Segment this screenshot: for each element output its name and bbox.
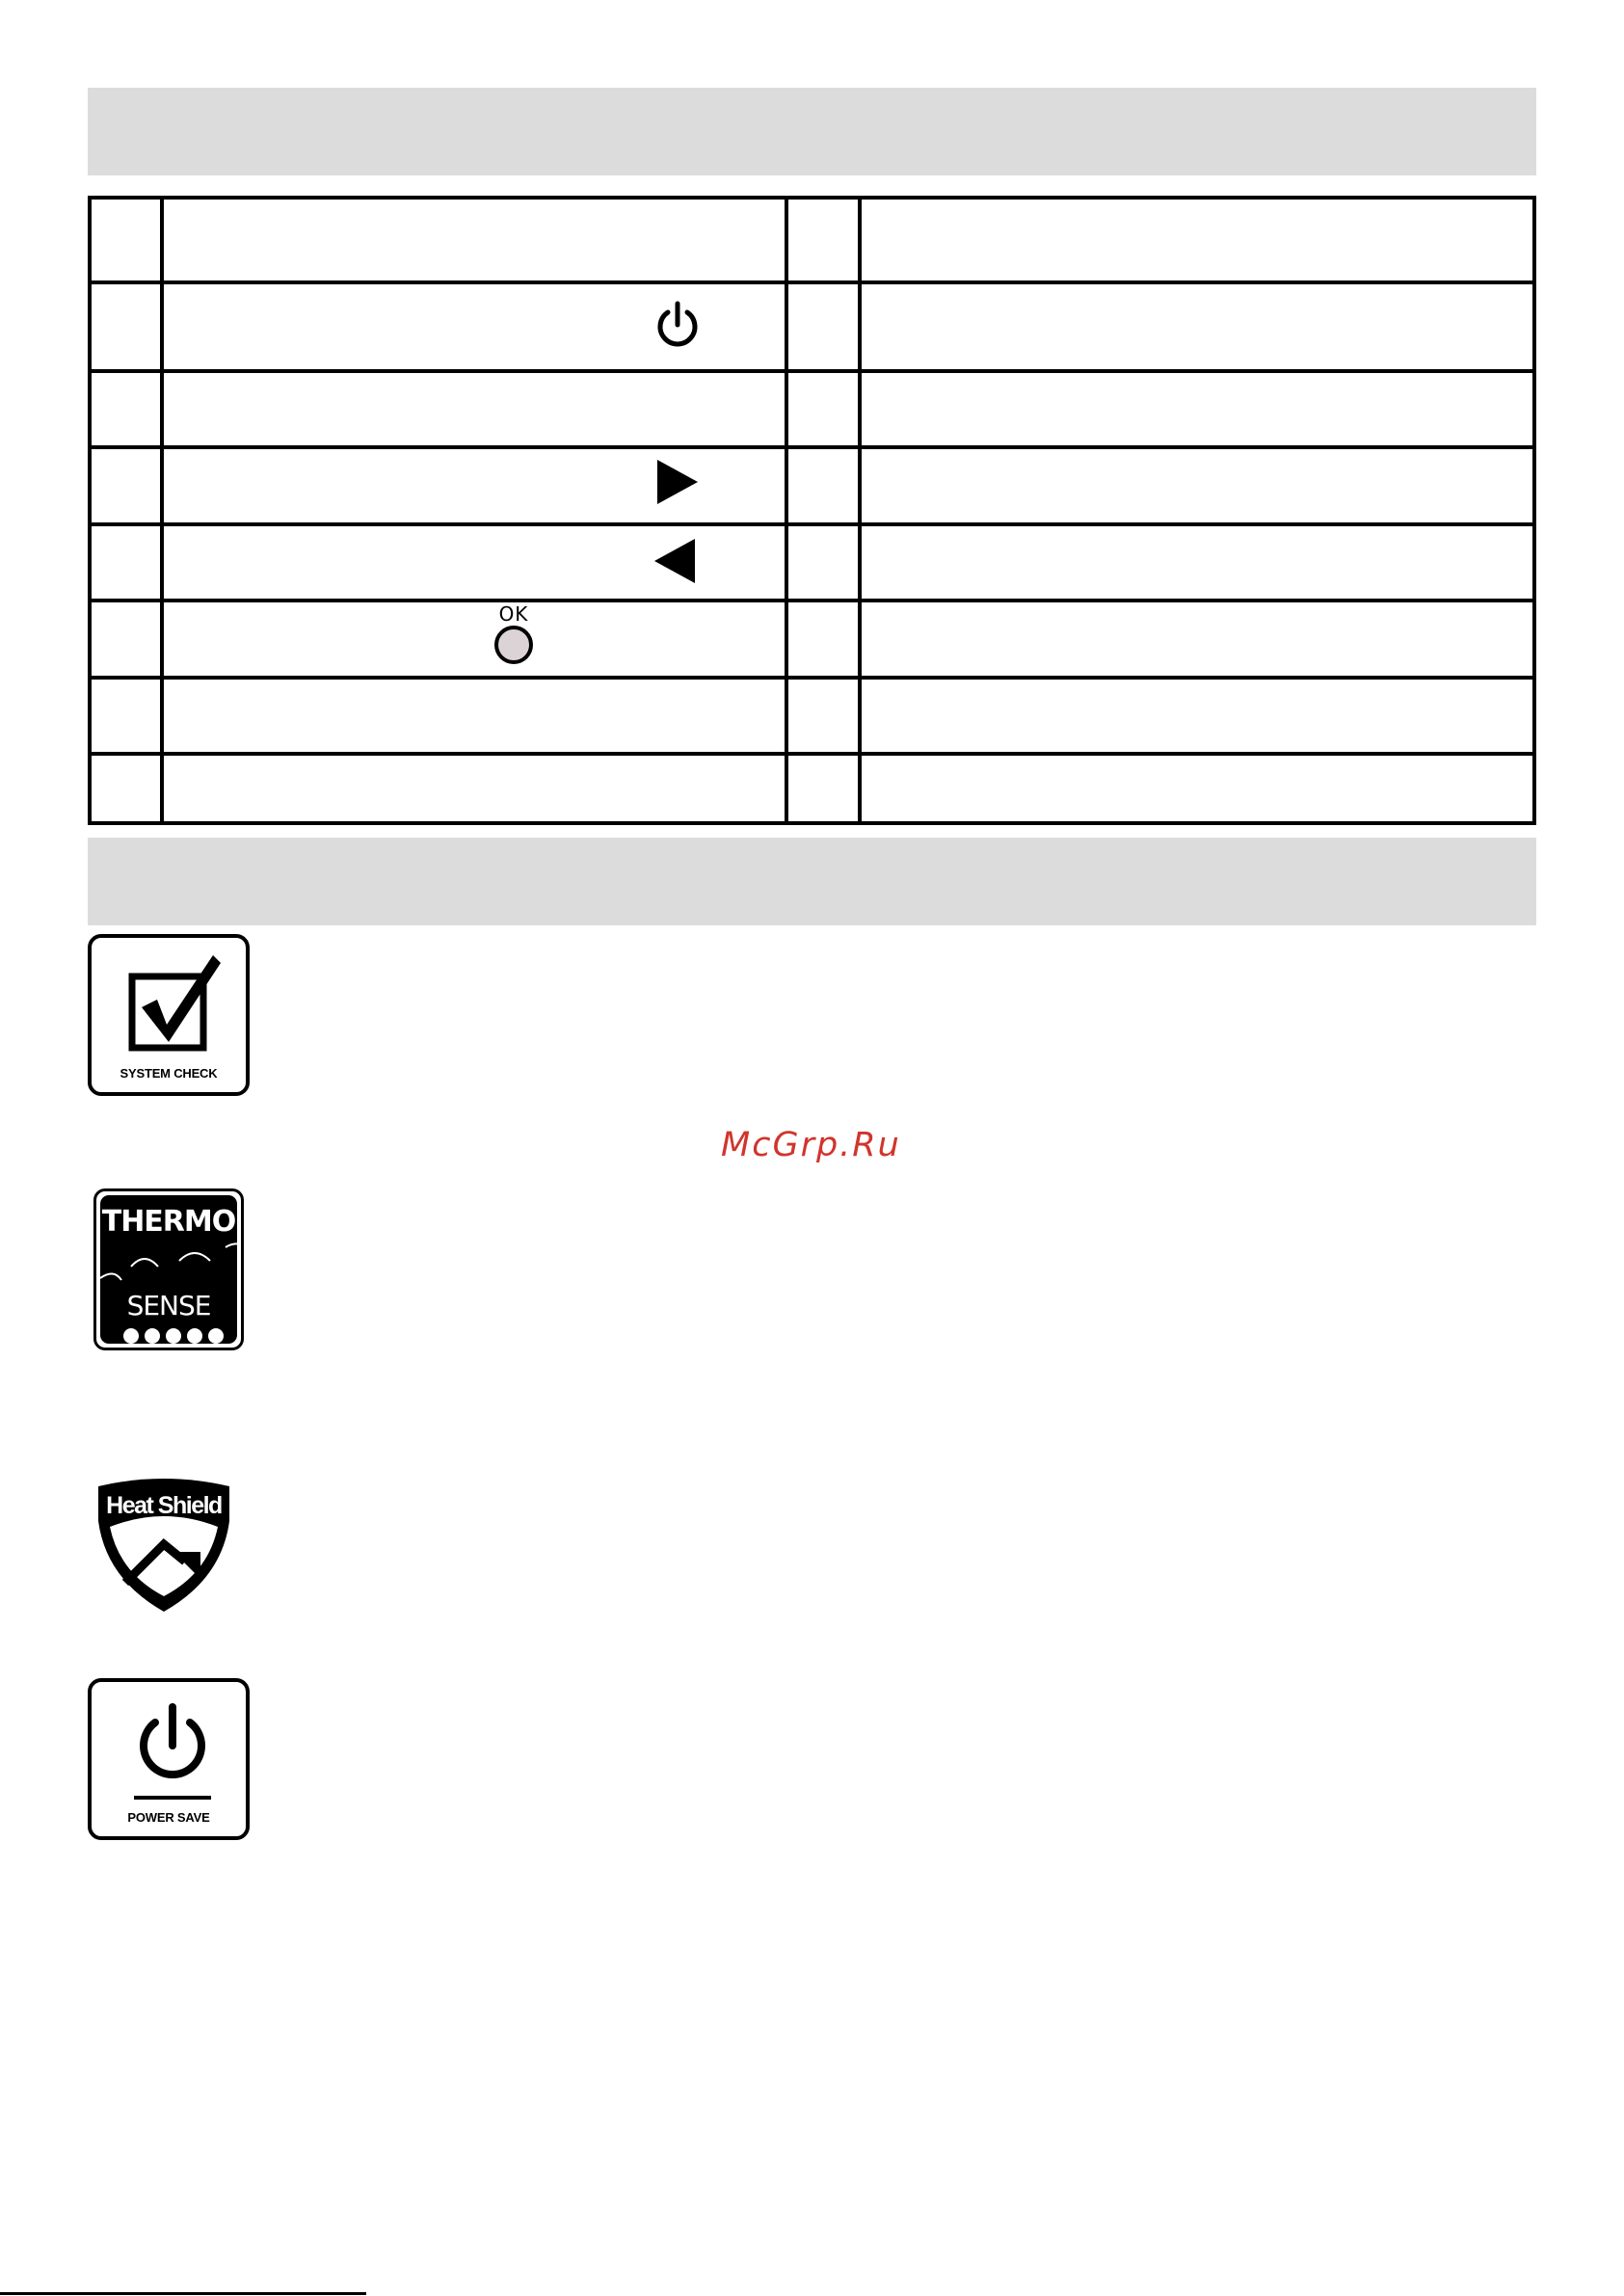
sense-label: SENSE	[126, 1290, 211, 1322]
thermometer-arrow-icon	[100, 1241, 237, 1290]
table-column-divider	[785, 200, 788, 821]
arrow-left-icon	[652, 537, 697, 585]
system-check-badge	[88, 934, 250, 1096]
ok-button-icon	[485, 604, 543, 664]
power-icon	[653, 300, 702, 352]
power-icon	[134, 1701, 211, 1805]
indicator-dots	[123, 1328, 224, 1344]
table-row-divider	[92, 752, 1532, 756]
table-row-divider	[92, 445, 1532, 449]
heat-shield-label: Heat Shield	[106, 1492, 222, 1519]
section-header-band	[88, 88, 1536, 175]
ok-circle	[494, 626, 533, 664]
checkbox-check-icon	[128, 951, 225, 1052]
thermo-label: THERMO	[101, 1205, 236, 1239]
system-check-caption: SYSTEM CHECK	[120, 1066, 218, 1081]
watermark: McGrp.Ru	[721, 1126, 901, 1164]
table-row-divider	[92, 369, 1532, 373]
table-row-divider	[92, 522, 1532, 526]
table-row-divider	[92, 280, 1532, 284]
footer-rule	[0, 2292, 366, 2295]
table-row-divider	[92, 599, 1532, 602]
table-row-divider	[92, 676, 1532, 680]
section-header-band	[88, 838, 1536, 925]
power-save-caption: POWER SAVE	[127, 1810, 210, 1825]
table-column-divider	[858, 200, 862, 821]
arrow-right-icon	[655, 458, 700, 506]
power-save-badge	[88, 1678, 250, 1840]
table-column-divider	[160, 200, 164, 821]
controls-table	[88, 196, 1536, 825]
heat-shield-badge	[91, 1477, 237, 1615]
ok-label: OK	[498, 602, 529, 626]
thermo-sense-badge	[93, 1188, 244, 1350]
